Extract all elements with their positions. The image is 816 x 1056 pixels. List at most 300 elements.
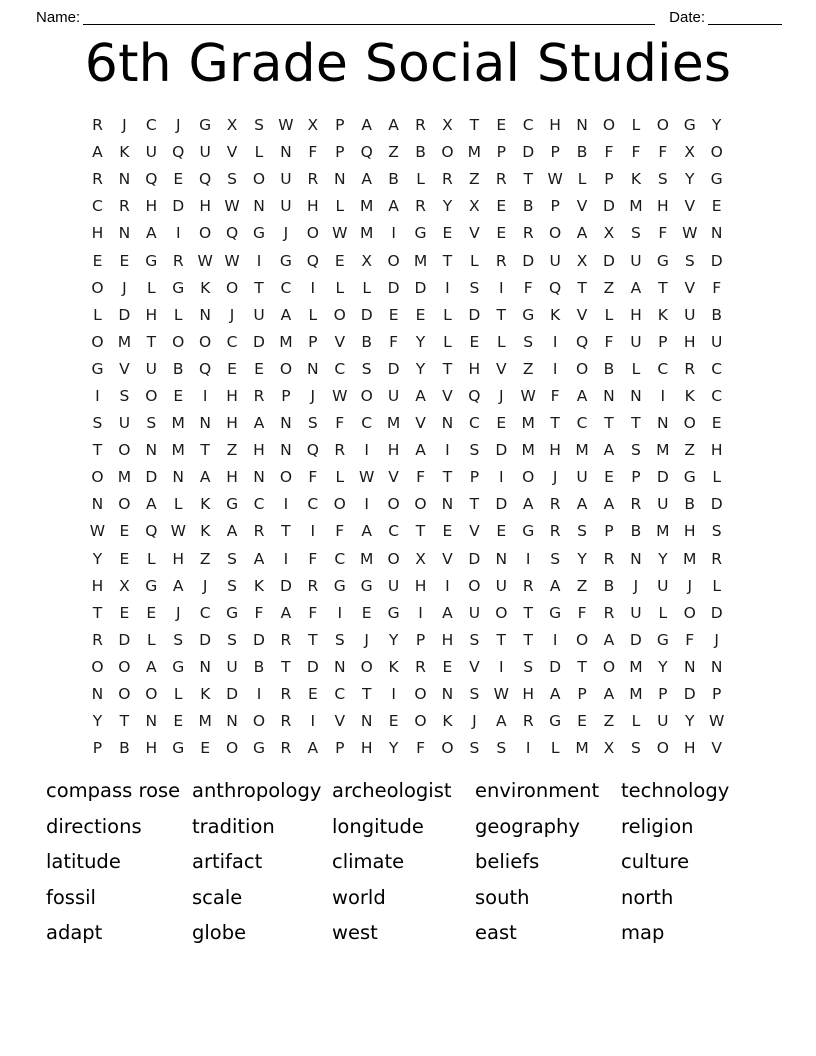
grid-letter[interactable]: R [280,712,292,731]
grid-letter[interactable]: O [387,549,400,568]
grid-letter[interactable]: D [656,468,669,487]
grid-letter[interactable]: R [549,522,561,541]
grid-letter[interactable]: T [658,278,668,297]
grid-letter[interactable]: F [658,143,668,162]
grid-letter[interactable]: A [361,116,372,135]
grid-letter[interactable]: S [361,359,372,378]
grid-letter[interactable]: O [225,739,239,758]
grid-letter[interactable]: H [145,305,158,324]
grid-letter[interactable]: W [170,522,186,541]
word-bank-word[interactable]: scale [192,885,243,909]
grid-letter[interactable]: L [173,685,183,704]
grid-letter[interactable]: P [469,468,480,487]
grid-letter[interactable]: F [550,386,560,405]
grid-letter[interactable]: D [603,197,615,216]
grid-letter[interactable]: X [415,549,426,568]
word-bank-word[interactable]: east [475,921,517,945]
grid-letter[interactable]: U [145,143,157,162]
grid-letter[interactable]: U [549,251,561,270]
grid-letter[interactable]: I [310,522,316,541]
grid-letter[interactable]: G [145,251,158,270]
grid-letter[interactable]: O [333,495,346,514]
grid-letter[interactable]: F [604,332,614,351]
grid-letter[interactable]: R [630,495,642,514]
grid-letter[interactable]: Q [199,170,212,189]
grid-letter[interactable]: C [361,414,373,433]
grid-letter[interactable]: D [468,305,481,324]
grid-letter[interactable]: O [575,359,589,378]
grid-letter[interactable]: O [602,657,616,676]
grid-letter[interactable]: C [522,116,534,135]
grid-letter[interactable]: L [335,197,345,216]
grid-letter[interactable]: G [656,251,669,270]
grid-letter[interactable]: L [335,468,345,487]
grid-letter[interactable]: I [391,224,396,243]
grid-letter[interactable]: T [254,278,264,297]
grid-letter[interactable]: A [199,468,211,487]
grid-letter[interactable]: I [499,278,504,297]
grid-letter[interactable]: M [171,441,185,460]
grid-letter[interactable]: I [525,549,531,568]
grid-letter[interactable]: I [202,386,208,405]
grid-letter[interactable]: N [710,224,723,243]
grid-letter[interactable]: E [711,197,722,216]
grid-letter[interactable]: J [283,224,289,243]
grid-letter[interactable]: D [387,359,400,378]
grid-letter[interactable]: M [656,522,670,541]
grid-letter[interactable]: P [658,332,668,351]
word-bank-word[interactable]: north [621,885,674,909]
grid-letter[interactable]: L [712,468,721,487]
grid-letter[interactable]: A [549,685,561,704]
grid-letter[interactable]: I [418,603,423,622]
grid-letter[interactable]: O [602,116,616,135]
grid-letter[interactable]: A [576,224,588,243]
grid-letter[interactable]: E [227,359,237,378]
grid-letter[interactable]: P [604,522,614,541]
grid-letter[interactable]: U [710,332,723,351]
grid-letter[interactable]: E [92,251,103,270]
grid-letter[interactable]: E [496,197,507,216]
word-bank-word[interactable]: environment [475,779,600,802]
grid-letter[interactable]: R [603,603,615,622]
grid-letter[interactable]: A [146,495,157,514]
grid-letter[interactable]: H [172,549,185,568]
grid-letter[interactable]: U [280,197,292,216]
grid-letter[interactable]: N [630,386,642,405]
grid-letter[interactable]: K [388,657,399,676]
grid-letter[interactable]: U [657,576,669,595]
grid-letter[interactable]: V [388,468,399,487]
grid-letter[interactable]: D [118,305,131,324]
grid-letter[interactable]: H [145,739,158,758]
word-bank-word[interactable]: technology [621,779,730,802]
grid-letter[interactable]: F [389,332,399,351]
grid-letter[interactable]: N [253,197,265,216]
grid-letter[interactable]: S [550,549,561,568]
grid-letter[interactable]: J [499,386,504,405]
grid-letter[interactable]: W [224,197,240,216]
grid-letter[interactable]: H [226,414,238,433]
grid-letter[interactable]: W [520,386,536,405]
grid-letter[interactable]: Q [225,224,239,243]
grid-letter[interactable]: H [226,468,238,487]
grid-letter[interactable]: D [683,685,696,704]
grid-letter[interactable]: C [711,359,723,378]
grid-letter[interactable]: U [495,576,507,595]
grid-letter[interactable]: T [496,630,507,649]
grid-letter[interactable]: A [603,441,615,460]
grid-letter[interactable]: K [253,576,265,595]
grid-letter[interactable]: U [576,468,588,487]
grid-letter[interactable]: J [364,630,369,649]
grid-letter[interactable]: O [279,359,293,378]
grid-letter[interactable]: D [495,495,508,514]
grid-letter[interactable]: L [631,712,641,731]
grid-letter[interactable]: A [495,712,507,731]
grid-letter[interactable]: C [199,603,211,622]
grid-letter[interactable]: A [415,441,426,460]
grid-letter[interactable]: I [364,495,369,514]
grid-letter[interactable]: M [683,549,697,568]
grid-letter[interactable]: H [522,685,535,704]
grid-letter[interactable]: O [414,712,427,731]
grid-letter[interactable]: I [337,603,343,622]
grid-letter[interactable]: B [603,359,615,378]
grid-letter[interactable]: I [256,251,262,270]
grid-letter[interactable]: W [224,251,240,270]
grid-letter[interactable]: U [387,386,400,405]
grid-letter[interactable]: M [359,197,374,216]
grid-letter[interactable]: C [307,495,319,514]
grid-letter[interactable]: D [172,197,185,216]
grid-letter[interactable]: O [252,170,266,189]
grid-letter[interactable]: M [279,332,293,351]
grid-letter[interactable]: O [199,332,212,351]
grid-letter[interactable]: R [280,685,292,704]
grid-letter[interactable]: P [550,143,560,162]
grid-letter[interactable]: Y [415,332,426,351]
grid-letter[interactable]: A [576,386,588,405]
grid-letter[interactable]: C [711,386,723,405]
grid-letter[interactable]: N [199,414,211,433]
grid-letter[interactable]: P [550,197,560,216]
grid-letter[interactable]: A [146,224,157,243]
grid-letter[interactable]: A [253,549,265,568]
grid-letter[interactable]: M [359,224,374,243]
grid-letter[interactable]: T [308,630,318,649]
grid-letter[interactable]: O [145,386,158,405]
grid-letter[interactable]: A [280,603,292,622]
grid-letter[interactable]: E [307,685,318,704]
grid-letter[interactable]: A [361,522,372,541]
grid-letter[interactable]: M [656,441,670,460]
grid-letter[interactable]: Y [388,739,399,758]
word-bank-word[interactable]: directions [46,814,142,838]
grid-letter[interactable]: O [656,116,669,135]
grid-letter[interactable]: D [360,305,373,324]
grid-letter[interactable]: D [199,630,212,649]
name-write-in-line[interactable] [83,10,655,25]
grid-letter[interactable]: P [415,630,426,649]
grid-letter[interactable]: A [226,522,238,541]
grid-letter[interactable]: G [710,170,723,189]
grid-letter[interactable]: A [361,170,372,189]
grid-letter[interactable]: G [91,359,104,378]
grid-letter[interactable]: M [359,549,374,568]
grid-letter[interactable]: X [361,251,372,270]
grid-letter[interactable]: H [307,197,319,216]
grid-letter[interactable]: S [496,739,507,758]
grid-letter[interactable]: F [577,603,587,622]
grid-letter[interactable]: Y [577,549,587,568]
grid-letter[interactable]: T [361,685,372,704]
grid-letter[interactable]: K [200,522,211,541]
grid-letter[interactable]: B [576,143,588,162]
grid-letter[interactable]: J [687,576,693,595]
grid-letter[interactable]: T [523,603,533,622]
grid-letter[interactable]: D [118,630,131,649]
grid-letter[interactable]: Q [145,170,158,189]
grid-letter[interactable]: F [712,278,722,297]
grid-letter[interactable]: W [332,224,348,243]
grid-letter[interactable]: O [145,685,158,704]
grid-letter[interactable]: A [603,495,615,514]
grid-letter[interactable]: R [549,495,561,514]
grid-letter[interactable]: E [442,522,453,541]
grid-letter[interactable]: X [603,739,615,758]
grid-letter[interactable]: T [577,657,587,676]
grid-letter[interactable]: O [710,143,723,162]
grid-letter[interactable]: N [91,685,104,704]
grid-letter[interactable]: H [441,630,454,649]
grid-letter[interactable]: V [576,305,588,324]
grid-letter[interactable]: O [683,414,696,433]
grid-letter[interactable]: G [279,251,292,270]
grid-letter[interactable]: H [414,576,427,595]
grid-letter[interactable]: H [253,441,265,460]
grid-letter[interactable]: G [387,603,400,622]
grid-letter[interactable]: R [603,549,615,568]
grid-letter[interactable]: O [414,495,427,514]
grid-letter[interactable]: E [119,549,130,568]
grid-letter[interactable]: F [308,468,318,487]
grid-letter[interactable]: W [89,522,106,541]
grid-letter[interactable]: B [119,739,130,758]
grid-letter[interactable]: O [441,143,454,162]
grid-letter[interactable]: G [683,116,696,135]
grid-letter[interactable]: L [93,305,102,324]
grid-letter[interactable]: D [226,685,239,704]
grid-letter[interactable]: S [227,170,237,189]
grid-letter[interactable]: N [91,495,104,514]
grid-letter[interactable]: R [334,441,346,460]
grid-letter[interactable]: U [118,414,131,433]
grid-letter[interactable]: H [91,576,104,595]
grid-letter[interactable]: Y [388,630,399,649]
grid-letter[interactable]: A [576,495,588,514]
grid-letter[interactable]: V [469,657,480,676]
grid-letter[interactable]: H [199,197,211,216]
grid-letter[interactable]: H [683,522,696,541]
grid-letter[interactable]: L [335,278,345,297]
grid-letter[interactable]: S [469,278,480,297]
grid-letter[interactable]: S [92,414,103,433]
grid-letter[interactable]: S [523,657,534,676]
grid-letter[interactable]: R [495,251,507,270]
grid-letter[interactable]: S [523,332,534,351]
grid-letter[interactable]: E [711,414,722,433]
grid-letter[interactable]: U [630,603,642,622]
grid-letter[interactable]: D [306,657,319,676]
grid-letter[interactable]: X [119,576,130,595]
grid-letter[interactable]: D [468,549,481,568]
grid-letter[interactable]: U [630,332,642,351]
grid-letter[interactable]: D [145,468,158,487]
grid-letter[interactable]: R [92,630,103,649]
grid-letter[interactable]: U [387,576,400,595]
grid-letter[interactable]: D [549,657,562,676]
word-bank-word[interactable]: west [332,921,378,945]
grid-letter[interactable]: T [523,170,533,189]
grid-letter[interactable]: P [577,685,587,704]
word-bank-word[interactable]: fossil [46,885,96,909]
word-bank-word[interactable]: beliefs [475,850,540,874]
grid-letter[interactable]: O [360,657,373,676]
grid-letter[interactable]: O [172,332,185,351]
grid-letter[interactable]: I [283,495,289,514]
grid-letter[interactable]: N [253,468,265,487]
grid-letter[interactable]: L [146,549,156,568]
grid-letter[interactable]: V [334,712,346,731]
grid-letter[interactable]: I [525,739,531,758]
grid-letter[interactable]: P [658,685,668,704]
grid-letter[interactable]: J [122,278,127,297]
grid-letter[interactable]: G [172,278,185,297]
grid-letter[interactable]: F [416,739,425,758]
grid-letter[interactable]: O [91,657,104,676]
grid-letter[interactable]: E [496,116,507,135]
grid-letter[interactable]: F [631,143,641,162]
grid-letter[interactable]: L [173,305,183,324]
grid-letter[interactable]: F [335,522,345,541]
grid-letter[interactable]: R [415,657,426,676]
grid-letter[interactable]: M [117,468,132,487]
grid-letter[interactable]: T [523,630,533,649]
grid-letter[interactable]: L [146,278,156,297]
grid-letter[interactable]: R [415,116,426,135]
grid-letter[interactable]: H [656,197,669,216]
word-bank-word[interactable]: latitude [46,850,121,874]
grid-letter[interactable]: L [658,603,668,622]
grid-letter[interactable]: H [549,441,561,460]
grid-letter[interactable]: L [712,576,721,595]
grid-letter[interactable]: J [175,603,181,622]
grid-letter[interactable]: W [709,712,725,731]
grid-letter[interactable]: N [441,685,454,704]
grid-letter[interactable]: U [468,603,481,622]
grid-letter[interactable]: D [495,441,508,460]
grid-letter[interactable]: B [630,522,642,541]
grid-letter[interactable]: T [631,414,641,433]
grid-letter[interactable]: E [173,386,184,405]
word-bank-word[interactable]: archeologist [332,779,452,802]
grid-letter[interactable]: M [413,251,428,270]
grid-letter[interactable]: X [442,116,453,135]
grid-letter[interactable]: L [254,143,264,162]
grid-letter[interactable]: V [119,359,130,378]
grid-letter[interactable]: J [122,116,127,135]
grid-letter[interactable]: N [441,414,454,433]
grid-letter[interactable]: E [146,603,157,622]
grid-letter[interactable]: Y [92,549,103,568]
grid-letter[interactable]: S [146,414,157,433]
grid-letter[interactable]: I [499,657,504,676]
grid-letter[interactable]: G [522,522,535,541]
grid-letter[interactable]: S [469,441,480,460]
grid-letter[interactable]: O [91,332,104,351]
grid-letter[interactable]: B [603,576,615,595]
grid-letter[interactable]: V [684,197,696,216]
grid-letter[interactable]: C [334,685,346,704]
grid-letter[interactable]: N [280,143,292,162]
grid-letter[interactable]: E [388,305,399,324]
grid-letter[interactable]: P [496,143,506,162]
grid-letter[interactable]: T [92,603,103,622]
grid-letter[interactable]: U [280,170,292,189]
grid-letter[interactable]: O [656,739,669,758]
grid-letter[interactable]: N [657,414,669,433]
grid-letter[interactable]: A [146,657,157,676]
grid-letter[interactable]: I [364,441,369,460]
grid-letter[interactable]: L [470,251,479,270]
grid-letter[interactable]: E [119,251,130,270]
grid-letter[interactable]: O [118,657,131,676]
grid-letter[interactable]: H [387,441,400,460]
grid-letter[interactable]: I [552,332,558,351]
grid-letter[interactable]: F [416,468,425,487]
grid-letter[interactable]: M [575,441,589,460]
grid-letter[interactable]: B [361,332,372,351]
grid-letter[interactable]: O [522,468,535,487]
grid-letter[interactable]: C [388,522,400,541]
grid-letter[interactable]: P [335,116,345,135]
grid-letter[interactable]: W [197,251,213,270]
grid-letter[interactable]: D [603,251,615,270]
grid-letter[interactable]: N [307,359,319,378]
grid-letter[interactable]: V [442,549,453,568]
word-bank-word[interactable]: globe [192,921,247,945]
grid-letter[interactable]: R [280,739,292,758]
grid-letter[interactable]: A [522,495,534,514]
grid-letter[interactable]: A [253,414,265,433]
grid-letter[interactable]: F [523,278,533,297]
grid-letter[interactable]: O [575,630,589,649]
grid-letter[interactable]: V [415,414,426,433]
grid-letter[interactable]: J [229,305,235,324]
grid-letter[interactable]: D [710,251,723,270]
grid-letter[interactable]: M [521,441,535,460]
grid-letter[interactable]: C [92,197,103,216]
grid-letter[interactable]: M [575,739,589,758]
grid-letter[interactable]: V [711,739,722,758]
word-bank-word[interactable]: world [332,885,386,909]
grid-letter[interactable]: Z [576,576,588,595]
grid-letter[interactable]: E [173,712,184,731]
grid-letter[interactable]: N [333,170,346,189]
grid-letter[interactable]: I [391,685,396,704]
grid-letter[interactable]: V [442,386,453,405]
